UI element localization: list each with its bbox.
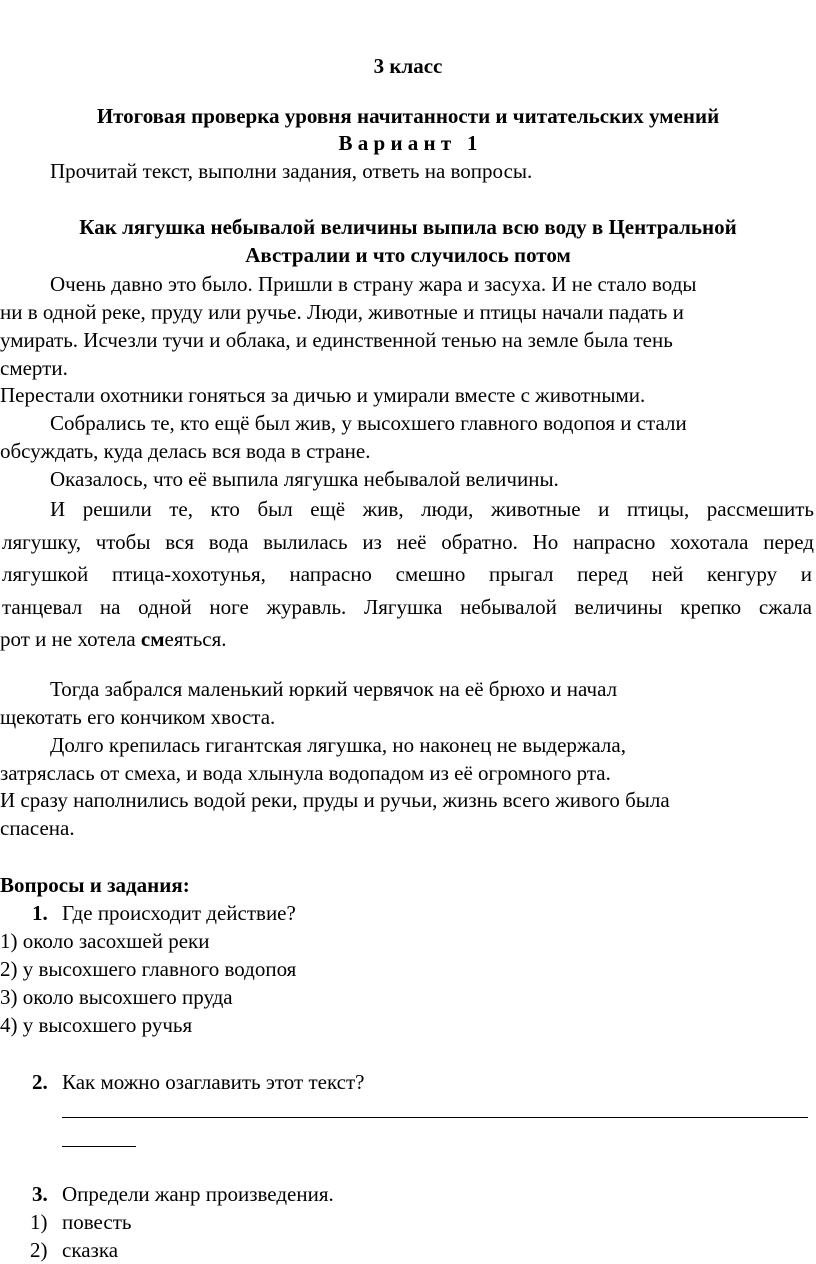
option-number: 1) <box>30 1210 48 1234</box>
story-line: И сразу наполнились водой реки, пруды и ручьи, жизнь всего живого была <box>0 788 670 812</box>
story-line: спасена. <box>0 816 75 840</box>
answer-option: 3) около высохшего пруда <box>0 985 233 1009</box>
story-text: рот и не хотела <box>0 627 141 651</box>
story-line: умирать. Исчезли тучи и облака, и единственной тенью на земле была тень <box>0 328 673 352</box>
story-line: танцевал на одной ноге журавль. Лягушка небывалой величины крепко сжала <box>2 595 812 619</box>
story-last-line <box>0 625 227 653</box>
question-text: Где происходит действие? <box>62 901 296 925</box>
story-line: затряслась от смеха, и вода хлынула водопадом из её огромного рта. <box>0 761 611 785</box>
story-line: Очень давно это было. Пришли в страну жара и засуха. И не стало воды <box>50 272 697 296</box>
page-title: Итоговая проверка уровня начитанности и читательских умений <box>96 104 720 128</box>
option-text: повесть <box>62 1210 132 1234</box>
story-line: Собрались те, кто ещё был жив, у высохшего главного водопоя и стали <box>50 411 687 435</box>
option-text: сказка <box>62 1238 119 1262</box>
story-line: Тогда забрался маленький юркий червячок на её брюхо и начал <box>50 677 618 701</box>
story-line: лягушку, чтобы вся вода вылилась из неё обратно. Но напрасно хохотала перед <box>2 530 814 554</box>
story-text: еяться. <box>164 627 227 651</box>
grade-label: 3 класс <box>373 54 443 78</box>
answer-option: 1) около засохшей реки <box>0 929 210 953</box>
story-line: Оказалось, что её выпила лягушка небывалой величины. <box>50 467 559 491</box>
answer-option: 4) у высохшего ручья <box>0 1013 193 1037</box>
story-line: ни в одной реке, пруду или ручье. Люди, животные и птицы начали падать и <box>0 300 684 324</box>
question-text: Определи жанр произведения. <box>62 1182 334 1206</box>
question-number: 1. <box>32 901 48 925</box>
answer-line[interactable] <box>62 1117 808 1118</box>
story-line: Долго крепилась гигантская лягушка, но наконец не выдержала, <box>50 733 626 757</box>
story-line: И решили те, кто был ещё жив, люди, животные и птицы, рассмешить <box>50 497 814 521</box>
question-text: Как можно озаглавить этот текст? <box>62 1070 365 1094</box>
instruction: Прочитай текст, выполни задания, ответь на вопросы. <box>50 159 533 183</box>
answer-option: 2) у высохшего главного водопоя <box>0 957 297 981</box>
variant-label: В а р и а н т 1 <box>338 131 478 155</box>
story-line: Перестали охотники гоняться за дичью и умирали вместе с животными. <box>0 383 646 407</box>
story-line: лягушкой птица-хохотунья, напрасно смешно прыгал перед ней кенгуру и <box>2 562 812 586</box>
story-title-line1: Как лягушка небывалой величины выпила всю воду в Центральной <box>79 215 737 239</box>
option-number: 2) <box>30 1238 48 1262</box>
story-line: обсуждать, куда делась вся вода в стране. <box>0 439 371 463</box>
story-title-line2: Австралии и что случилось потом <box>245 243 571 267</box>
answer-line[interactable] <box>62 1146 136 1147</box>
story-line: щекотать его кончиком хвоста. <box>0 705 276 729</box>
story-line: смерти. <box>0 356 68 380</box>
story-text-bold: см <box>140 627 165 651</box>
questions-heading: Вопросы и задания: <box>0 873 190 897</box>
question-number: 2. <box>32 1070 48 1094</box>
question-number: 3. <box>32 1182 48 1206</box>
